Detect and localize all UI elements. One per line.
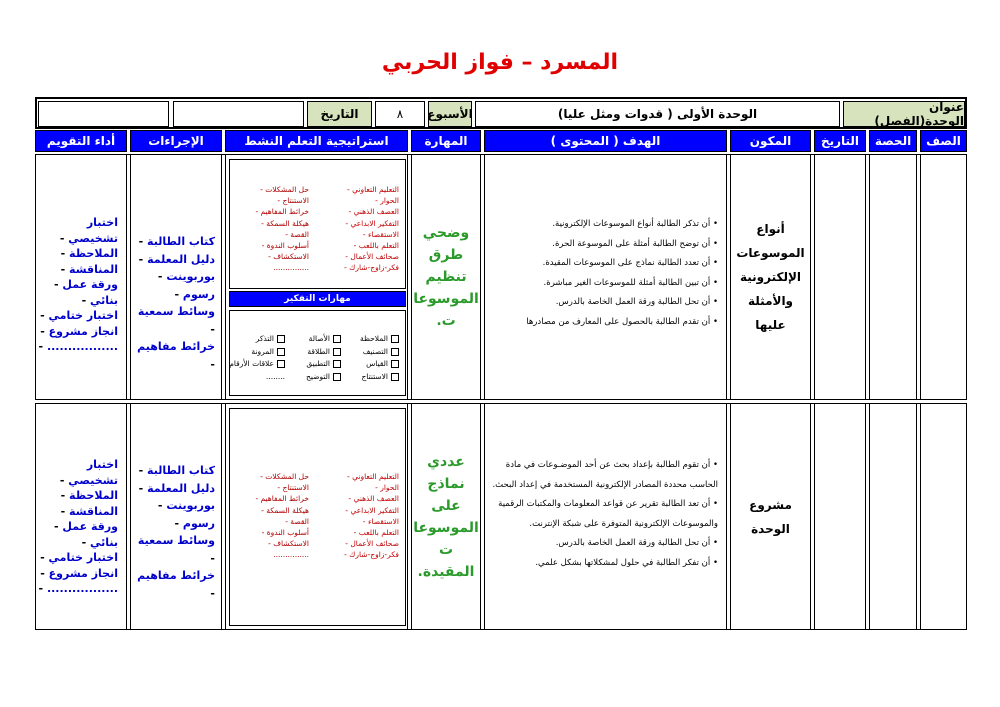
- procedure-item: خرائط مفاهيم -: [137, 569, 215, 600]
- component-line: الموسوعات: [736, 246, 805, 260]
- col-head-grade: الصف: [920, 130, 967, 152]
- row2-component-cell: [730, 403, 811, 630]
- row1-period-cell[interactable]: [869, 154, 917, 400]
- row2-procedures-list: [131, 462, 215, 602]
- procedure-item: خرائط مفاهيم -: [137, 340, 215, 371]
- skill-line: المقيدة.: [417, 563, 475, 580]
- objective-item: • أن تقوم الطالبة بإعداد بحث عن أحد الموضـوعات في مادة الحاسب محددة المصادر الإلكترونية المستخدمة في إعداد البحث.: [492, 460, 718, 490]
- objective-item: • أن تحل الطالبة ورقة العمل الخاصة بالدرس.: [555, 297, 718, 307]
- skill-line: الموسوعا: [413, 291, 479, 307]
- procedure-item: وسائط سمعية -: [137, 305, 215, 336]
- row2-grade-cell[interactable]: [920, 403, 967, 630]
- skill-line: وضحي: [422, 225, 470, 241]
- col-head-component: المكون: [730, 130, 811, 152]
- row2-strategy-cell: [225, 403, 408, 630]
- objective-item: • أن تعدد الطالبة نماذج على الموسوعات المقيدة.: [542, 258, 718, 268]
- procedure-item: دليل المعلمة -: [138, 252, 215, 266]
- procedure-item: رسوم -: [174, 287, 215, 301]
- checkbox[interactable]: [277, 360, 285, 368]
- row2-objective-cell: [484, 403, 727, 630]
- procedure-item: كتاب الطالبة -: [138, 464, 215, 477]
- row1-objective-cell: [484, 154, 727, 400]
- strategy-list-2: حل المشكلات - الاستنتاج - خرائط المفاهيم - هيكلة السمكة - القصة - أسلوب الندوة - الاستكشاف - ...............: [255, 472, 309, 560]
- row1-strategy-box: [229, 159, 406, 289]
- row1-procedures-cell: [130, 154, 222, 400]
- header-date-label: التاريخ: [307, 101, 372, 127]
- skill-line: طرق: [428, 247, 464, 263]
- col-head-objective: الهدف ( المحتوى ): [484, 130, 727, 152]
- checkbox[interactable]: [277, 348, 285, 356]
- row2-objectives: [483, 456, 726, 573]
- row2-evaluation-cell: [35, 403, 127, 630]
- checkbox[interactable]: [277, 335, 285, 343]
- component-line: والأمثلة: [748, 294, 794, 308]
- eval-item: بنائي -: [81, 535, 118, 549]
- objective-item: • أن تبين الطالبة أمثلة للموسوعات الغير مباشرة.: [543, 277, 718, 288]
- checkbox[interactable]: [333, 373, 341, 381]
- procedure-item: دليل المعلمة -: [138, 481, 215, 495]
- thinking-list-1: الملاحظة التصنيف القياس الاستنتاج: [360, 333, 399, 383]
- checkbox[interactable]: [333, 335, 341, 343]
- row1-date-cell[interactable]: [814, 154, 866, 400]
- objective-item: • أن تذكر الطالبة أنواع الموسوعات الإلكترونية.: [552, 219, 718, 229]
- thinking-skills-box: [229, 310, 406, 396]
- eval-item: بنائي -: [81, 293, 118, 307]
- checkbox[interactable]: [391, 335, 399, 343]
- eval-item: اختبار ختامي -: [40, 551, 118, 564]
- row2-date-cell[interactable]: [814, 403, 866, 630]
- header-unit-label: عنوان الوحدة(الفصل): [843, 101, 965, 127]
- objective-item: • أن تعد الطالبة تقرير عن قواعد المعلومات والمكتبات الرقمية والموسوعات الإلكترونية المتوفرة على شبكة الإنترنت.: [498, 499, 718, 529]
- header-date-value: [173, 101, 304, 127]
- eval-item: اختبار تشخيصي -: [59, 458, 118, 487]
- objective-item: • أن تفكر الطالبة في حلول لمشكلاتها بشكل علمي.: [535, 557, 718, 568]
- header-unit-name: الوحدة الأولى ( قدوات ومثل عليا): [475, 101, 840, 127]
- skill-line: الموسوعا: [413, 519, 479, 536]
- thinking-skills-heading: مهارات التفكير: [229, 291, 406, 307]
- component-line: الوحدة: [751, 521, 790, 536]
- eval-item: اختبار تشخيصي -: [59, 216, 118, 245]
- skill-line: على: [431, 497, 461, 514]
- row1-grade-cell[interactable]: [920, 154, 967, 400]
- eval-item: ورقة عمل -: [53, 278, 118, 291]
- strategy-list-1: التعليم التعاوني - الحوار - العصف الذهني - التفكير الابداعي - الاستقصاء - التعلم باللعب - صحائف الأعمال - فكر-زاوج-شارك -: [344, 185, 399, 273]
- skill-line: عددي: [427, 453, 465, 470]
- objective-item: • أن تقدم الطالبة بالحصول على المعارف من مصادرها: [526, 316, 718, 327]
- checkbox[interactable]: [391, 360, 399, 368]
- row1-evaluation-cell: [35, 154, 127, 400]
- component-line: مشروع: [749, 497, 792, 512]
- procedure-item: بوربوينت -: [157, 270, 215, 283]
- col-head-evaluation: أداء التقويم: [35, 130, 127, 152]
- row1-component-cell: [730, 154, 811, 400]
- checkbox[interactable]: [333, 348, 341, 356]
- header-week-value: ٨: [375, 101, 425, 127]
- eval-item: المناقشة -: [60, 262, 118, 276]
- col-head-procedures: الإجراءات: [130, 130, 222, 152]
- page-title: المسرد – فواز الحربي: [381, 50, 619, 75]
- row1-evaluation-list: [36, 215, 118, 355]
- row2-skill-cell: [411, 403, 481, 630]
- procedure-item: كتاب الطالبة -: [138, 235, 215, 248]
- col-head-strategy: استراتيجية التعلم النشط: [225, 130, 408, 152]
- eval-item: ................. -: [38, 582, 118, 595]
- row2-evaluation-list: [36, 457, 118, 597]
- eval-item: الملاحظة -: [60, 247, 118, 260]
- component-line: عليها: [755, 318, 786, 332]
- skill-line: تنظيم: [425, 269, 467, 285]
- checkbox[interactable]: [391, 373, 399, 381]
- component-line: الإلكترونية: [739, 270, 802, 284]
- objective-item: • أن توضح الطالبة أمثلة على الموسوعة الحرة.: [552, 238, 718, 249]
- header-week-label: الأسبوع: [428, 101, 472, 127]
- thinking-list-3: التذكر المرونة علاقات الأرقام ........: [229, 334, 285, 381]
- eval-item: انجاز مشروع -: [40, 324, 118, 338]
- strategy-list-1: التعليم التعاوني - الحوار - العصف الذهني - التفكير الابداعي - الاستقصاء - التعلم باللعب - صحائف الأعمال - فكر-زاوج-شارك -: [344, 472, 399, 560]
- row1-skill-cell: [411, 154, 481, 400]
- header-row: [35, 97, 967, 129]
- eval-item: انجاز مشروع -: [40, 566, 118, 580]
- row1-strategy-cell: [225, 154, 408, 400]
- col-head-skill: المهارة: [411, 130, 481, 152]
- col-head-period: الحصة: [869, 130, 917, 152]
- procedure-item: بوربوينت -: [157, 499, 215, 512]
- checkbox[interactable]: [333, 360, 341, 368]
- skill-line: نماذج: [427, 475, 465, 492]
- procedure-item: رسوم -: [174, 516, 215, 530]
- row2-strategy-box: [229, 408, 406, 626]
- thinking-list-2: الأصالة الطلاقة التطبيق التوضيح: [306, 333, 341, 383]
- eval-item: ................. -: [38, 340, 118, 353]
- skill-line: ت.: [436, 313, 456, 329]
- component-line: أنواع: [756, 222, 785, 236]
- eval-item: ورقة عمل -: [53, 520, 118, 533]
- header-extra-cell: [38, 101, 169, 127]
- objective-item: • أن تحل الطالبة ورقة العمل الخاصة بالدرس.: [555, 538, 718, 548]
- row1-procedures-list: [131, 233, 215, 373]
- checkbox[interactable]: [391, 348, 399, 356]
- skill-line: ت: [438, 541, 454, 558]
- row1-objectives: [483, 215, 726, 332]
- strategy-list-2: حل المشكلات - الاستنتاج - خرائط المفاهيم - هيكلة السمكة - القصة - أسلوب الندوة - الاستكشاف - ...............: [255, 185, 309, 273]
- row2-period-cell[interactable]: [869, 403, 917, 630]
- col-head-date: التاريخ: [814, 130, 866, 152]
- eval-item: الملاحظة -: [60, 489, 118, 502]
- row2-procedures-cell: [130, 403, 222, 630]
- eval-item: اختبار ختامي -: [40, 309, 118, 322]
- eval-item: المناقشة -: [60, 504, 118, 518]
- procedure-item: وسائط سمعية -: [137, 534, 215, 565]
